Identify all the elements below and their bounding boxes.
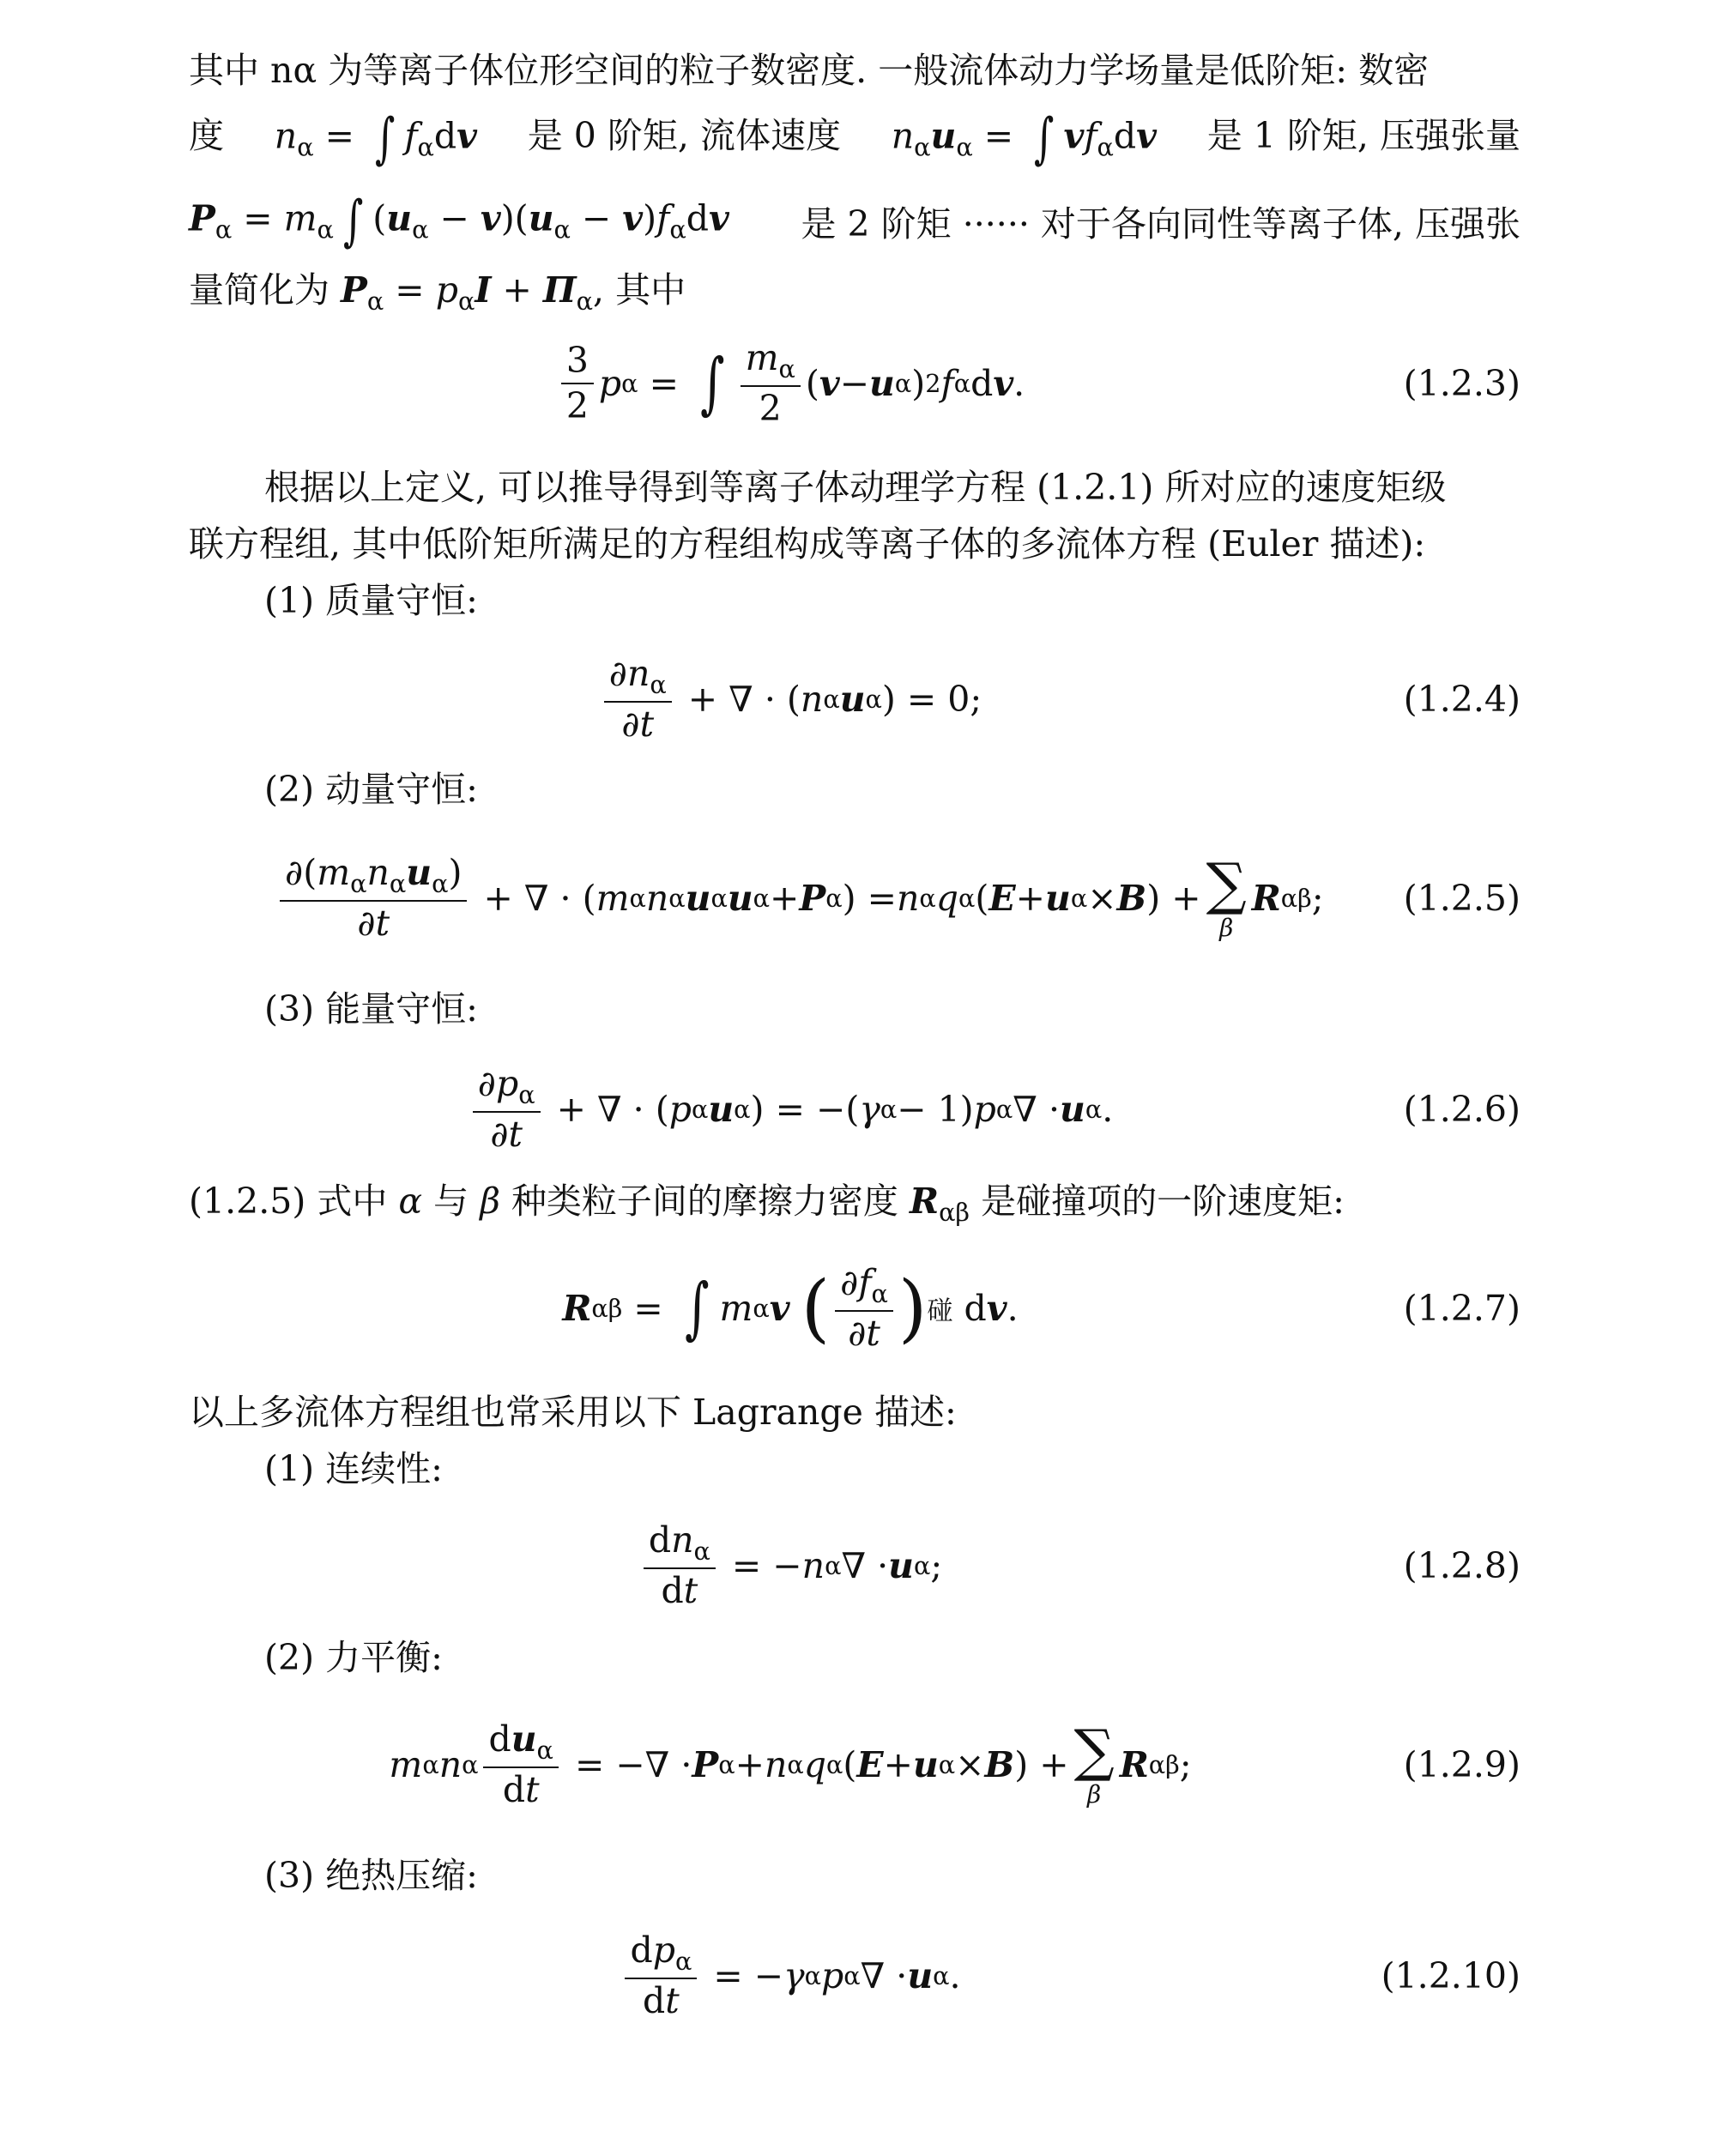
text-run: 其中 nα 为等离子体位形空间的粒子数密度. 一般流体动力学场量是低阶矩: 数密: [189, 50, 1430, 91]
text-run: 以上多流体方程组也常采用以下 Lagrange 描述:: [189, 1392, 957, 1433]
equation-number: (1.2.10): [1381, 1955, 1520, 1996]
paragraph-4-line-1: [189, 1388, 1520, 1436]
equation-1-2-10: [189, 1929, 1520, 2023]
text-run: 是 1 阶矩, 压强张量: [1206, 115, 1520, 156]
list-item-adiabatic: [264, 1851, 1520, 1899]
equation-body: $\frac{\partial(m_\alpha n_\alpha u_\alpha)}{\partial t}$ + ∇ · ( m α n α u α u α + P α ) = n α q α ( E + u α × B ) + ∑ β R αβ ;: [275, 842, 1392, 954]
paragraph-line-3: [189, 190, 1520, 254]
paragraph-line-1: [189, 46, 1520, 94]
equation-number: (1.2.5): [1403, 878, 1520, 919]
inline-math-pressure-tensor: $P_\alpha = m_\alpha$ ∫ $(u_\alpha - v)(u_\alpha - v)f_\alpha dv$: [189, 190, 729, 253]
text-run: (2) 动量守恒:: [264, 769, 478, 810]
equation-number: (1.2.4): [1403, 679, 1520, 720]
text-run: (1) 质量守恒:: [264, 580, 478, 621]
equation-1-2-6: [189, 1062, 1520, 1157]
equation-1-2-7: [189, 1253, 1520, 1364]
list-item-force-balance: [264, 1634, 1520, 1682]
text-run: 种类粒子间的摩擦力密度: [511, 1181, 898, 1222]
equation-1-2-8: [189, 1519, 1520, 1613]
text-run: 是 0 阶矩, 流体速度: [527, 115, 841, 156]
list-item-mass: [264, 577, 1520, 625]
text-run: (2) 力平衡:: [264, 1637, 443, 1678]
equation-body: $\frac{dp_\alpha}{dt}$ = − γ α p α ∇ · u α .: [189, 1929, 1392, 2023]
equation-body: R αβ = ∫ m α v ( $\frac{\partial f_\alpha}{\partial t}$ ) 碰 d v .: [562, 1261, 1019, 1355]
text-run: 根据以上定义, 可以推导得到等离子体动理学方程 (1.2.1) 所对应的速度矩级: [264, 467, 1447, 508]
text-run: 度: [189, 115, 224, 156]
equation-body: $\frac{3}{2}$ p α = ∫ $\frac{m_\alpha}{2}$ ( v − u α ) 2 f α d v .: [189, 336, 1392, 431]
inline-math-alpha: α: [398, 1181, 434, 1222]
equation-1-2-5: [189, 842, 1520, 954]
list-item-momentum: [264, 765, 1520, 813]
text-run: (1) 连续性:: [264, 1448, 443, 1489]
text-run: (3) 绝热压缩:: [264, 1855, 478, 1896]
equation-1-2-4: [189, 652, 1520, 746]
inline-math-velocity: $n_\alpha u_\alpha$ = ∫ $vf_\alpha dv$: [891, 107, 1157, 171]
equation-body: m α n α $\frac{du_\alpha}{dt}$ = −∇ · P α + n α q α ( E + u α × B ) + ∑ β R αβ ;: [389, 1718, 1192, 1811]
equation-number: (1.2.9): [1403, 1744, 1520, 1785]
equation-1-2-9: [189, 1709, 1520, 1821]
equation-number: (1.2.8): [1403, 1545, 1520, 1586]
equation-number: (1.2.6): [1403, 1089, 1520, 1130]
equation-number: (1.2.7): [1403, 1288, 1520, 1329]
text-run: 是 2 阶矩 ······ 对于各向同性等离子体, 压强张: [801, 202, 1520, 245]
text-run: (1.2.5) 式中: [189, 1181, 388, 1222]
paragraph-2-line-2: [189, 520, 1520, 568]
inline-math-friction: $R_{\alpha\beta}$: [909, 1181, 970, 1228]
equation-body: $\frac{\partial n_\alpha}{\partial t}$ + ∇ · ( n α u α ) = 0;: [189, 652, 1392, 746]
text-run: 是碰撞项的一阶速度矩:: [981, 1181, 1345, 1222]
text-run: , 其中: [593, 269, 686, 311]
equation-body: $\frac{\partial p_\alpha}{\partial t}$ + ∇ · ( p α u α ) = −( γ α − 1) p α ∇ · u α .: [189, 1062, 1392, 1157]
equation-body: $\frac{dn_\alpha}{dt}$ = − n α ∇ · u α ;: [189, 1519, 1392, 1613]
text-run: (3) 能量守恒:: [264, 988, 478, 1030]
inline-math-beta: β: [480, 1181, 511, 1222]
equation-1-2-3: [189, 336, 1520, 431]
paragraph-2-line-1: [264, 463, 1520, 511]
equation-number: (1.2.3): [1403, 363, 1520, 404]
inline-math-isotropic: $P_\alpha = p_\alpha I + \Pi_\alpha$: [341, 269, 594, 317]
inline-math-density: $n_\alpha$ = ∫ $f_\alpha dv$: [274, 107, 477, 171]
text-run: 与: [433, 1181, 469, 1222]
paragraph-3-line-1: [189, 1177, 1520, 1236]
text-run: 联方程组, 其中低阶矩所满足的方程组构成等离子体的多流体方程 (Euler 描述):: [189, 523, 1426, 565]
list-item-continuity: [264, 1445, 1520, 1493]
collision-subscript: 碰: [927, 1296, 953, 1326]
list-item-energy: [264, 985, 1520, 1033]
paragraph-line-4: [189, 266, 1520, 325]
paragraph-line-2: [189, 107, 1520, 172]
text-run: 量简化为: [189, 269, 329, 311]
